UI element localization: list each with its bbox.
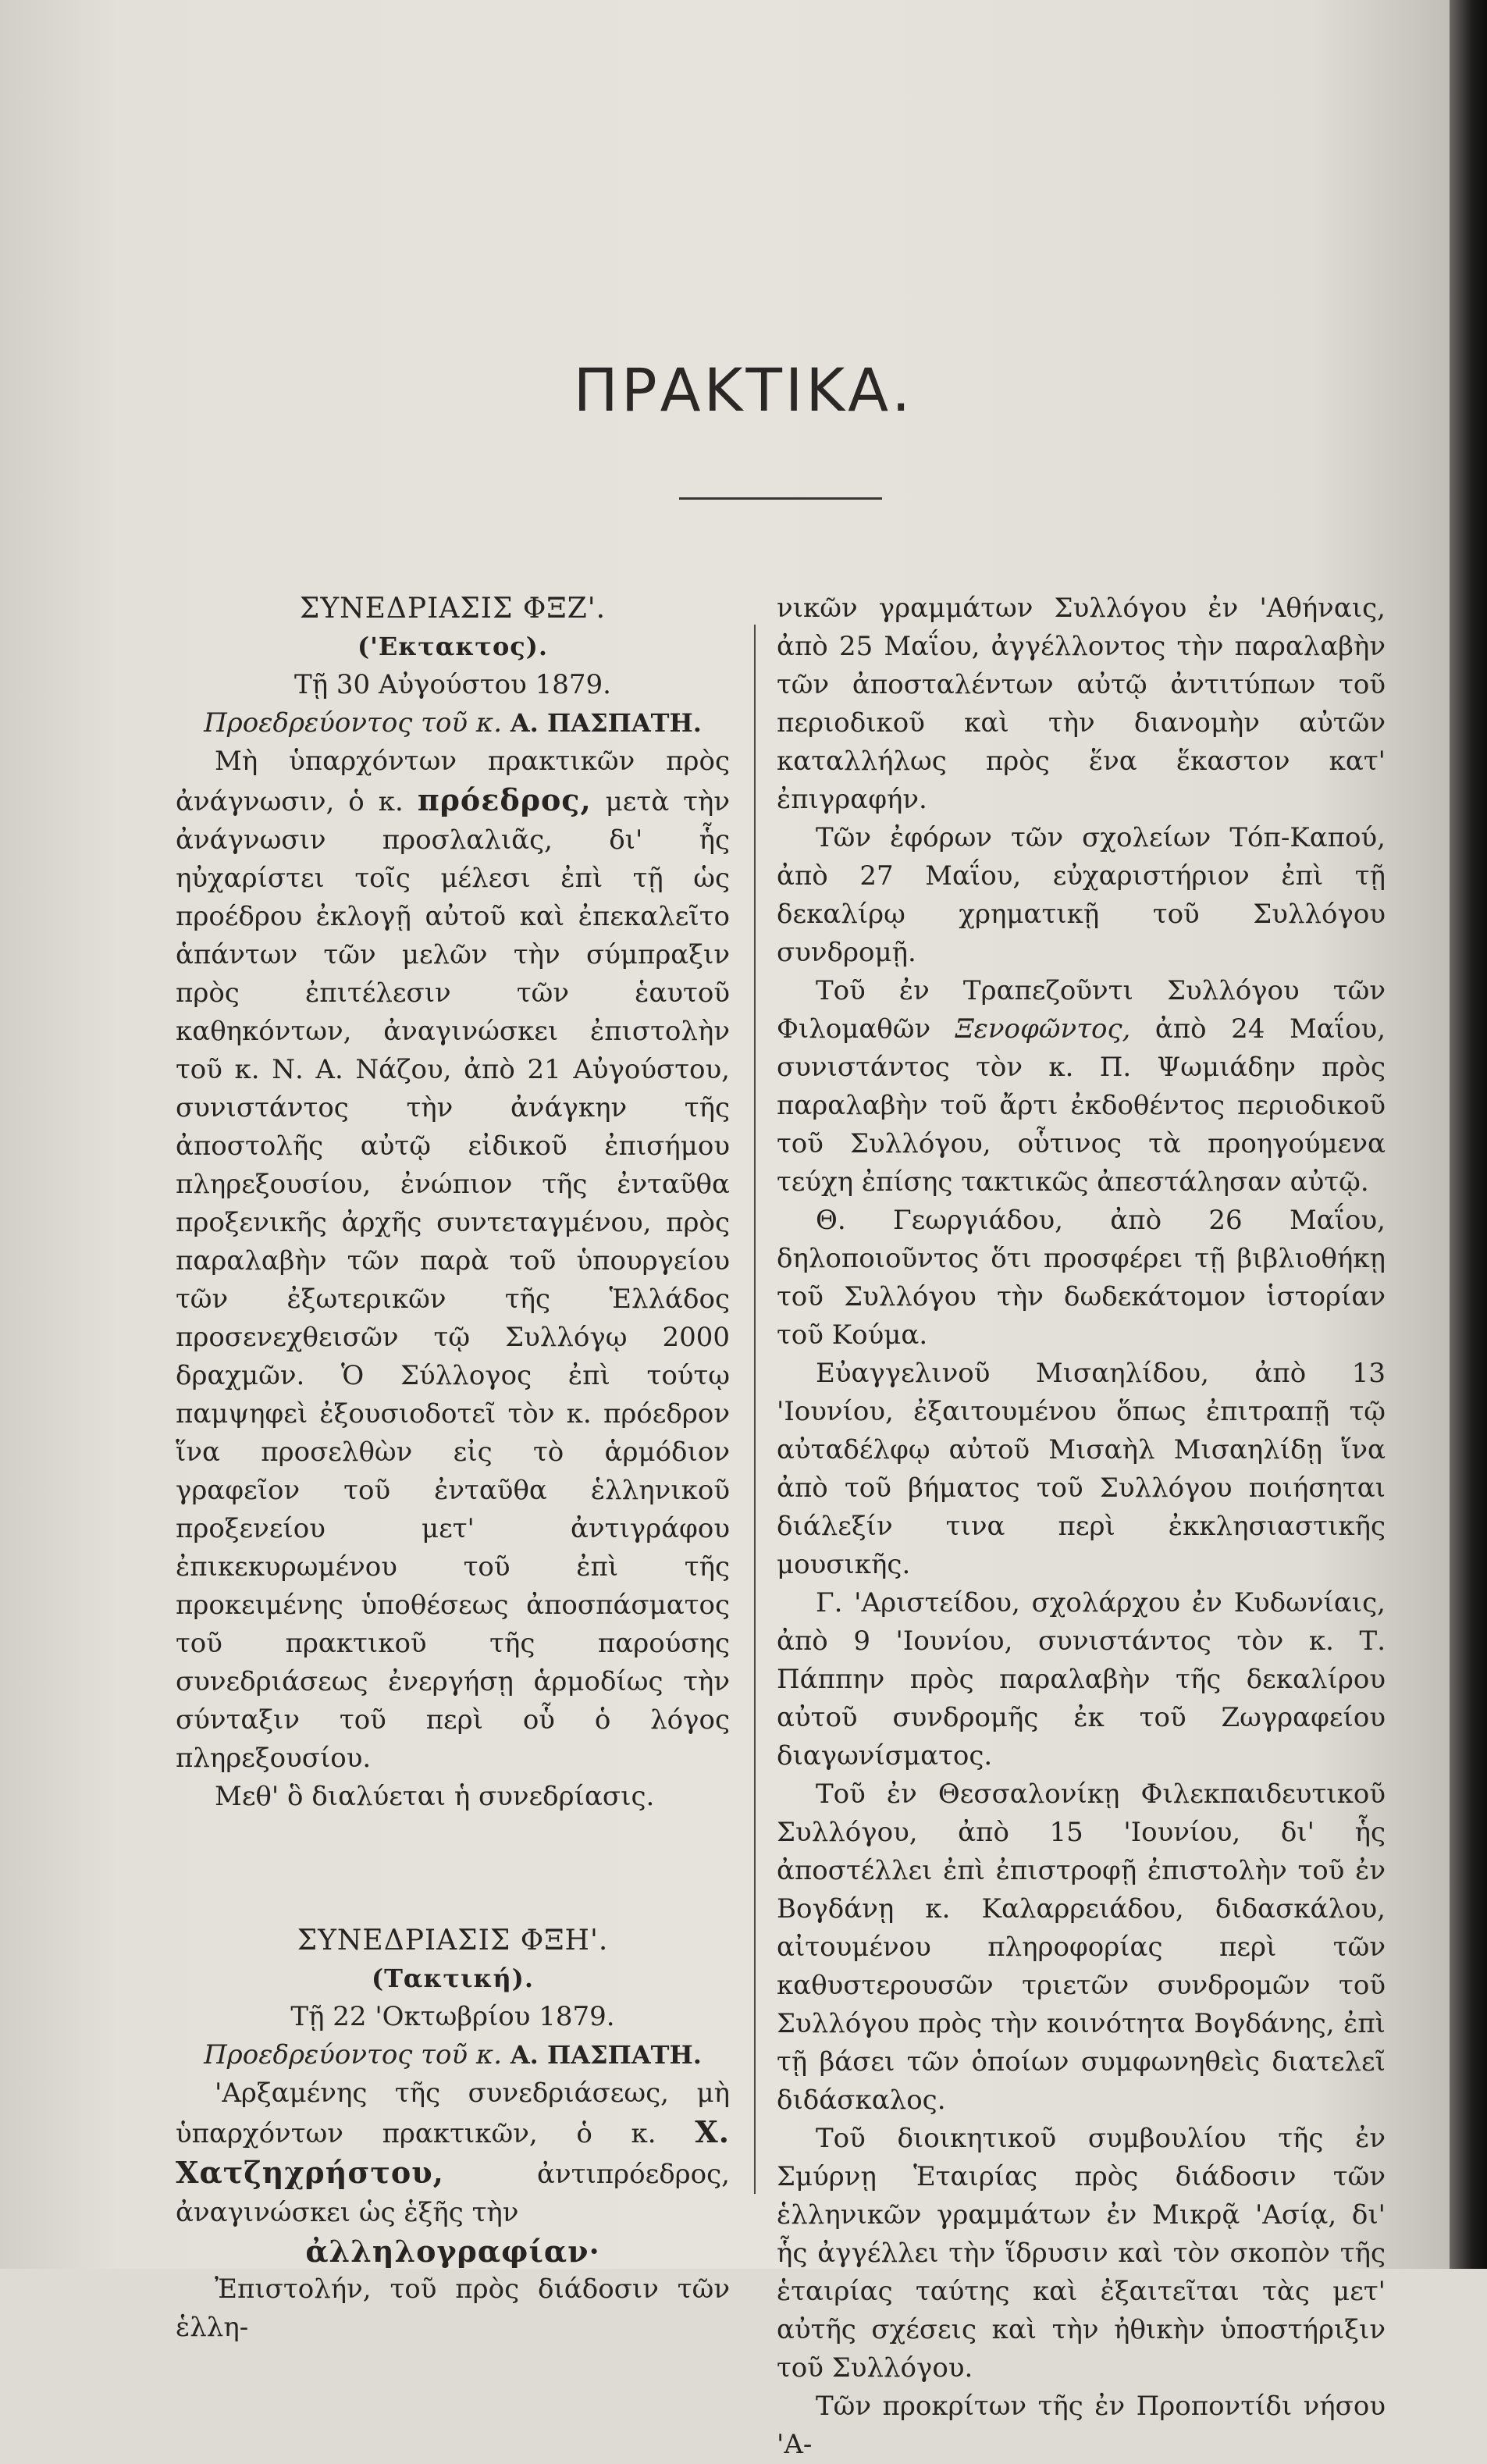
session1-presided [176,704,730,742]
session1-p1-a: Μὴ ὑπαρχόντων πρακτικῶν πρὸς ἀνάγνωσιν, ὁ κ. [176,746,730,817]
right-paragraph-1: Τῶν ἐφόρων τῶν σχολείων Τόπ-Καπού, ἀπὸ 27 Μαΐου, εὐχαριστήριον ἐπὶ τῇ δεκαλίρῳ χρηματικῇ τοῦ Συλλόγου συνδρομῇ. [777,822,1386,968]
session1-p1-bold: πρόεδρος, [417,782,592,817]
session1-presided-name: Α. ΠΑΣΠΑΤΗ. [510,708,702,738]
session2-paragraph-2: Ἐπιστολήν, τοῦ πρὸς διάδοσιν τῶν ἑλλη- [176,2274,730,2343]
right-p2-b: ἀπὸ 24 Μαΐου, συνιστάντος τὸν κ. Π. Ψωμιάδην πρὸς παραλαβὴν τοῦ ἄρτι ἐκδοθέντος περιοδικοῦ τοῦ Συλλόγου, οὗτινος τὰ προηγούμενα τεύχη ἐπίσης τακτικῶς ἀπεστάλησαν αὐτῷ. [777,1013,1386,1198]
right-paragraph-2 [777,972,1386,1202]
session2-p1-bold: Χ. Χατζηχρήστου, [176,2114,730,2190]
session1-kind: ('Εκτακτος). [357,632,549,661]
right-paragraph-5: Γ. 'Αριστείδου, σχολάρχου ἐν Κυδωνίαις, ἀπὸ 9 'Ιουνίου, συνιστάντος τὸν κ. Τ. Πάππην πρὸς παραλαβὴν τῆς δεκαλίρου αὐτοῦ συνδρομῆς ἐκ τοῦ Ζωγραφείου διαγωνίσματος. [777,1587,1386,1771]
right-paragraph-7: Τοῦ διοικητικοῦ συμβουλίου τῆς ἐν Σμύρνῃ Ἑταιρίας πρὸς διάδοσιν τῶν ἑλληνικῶν γραμμάτων ἐν Μικρᾷ 'Ασίᾳ, δι' ἧς ἀγγέλλει τὴν ἵδρυσιν καὶ τὸν σκοπὸν τῆς ἑταιρίας ταύτης καὶ ἐξαιτεῖται τὰς μετ' αὐτῆς σχέσεις καὶ τὴν ἠθικὴν ὑποστήριξιν τοῦ Συλλόγου. [777,2123,1386,2384]
right-p2-italic: Ξενοφῶντος, [955,1013,1131,1045]
right-paragraph-4: Εὐαγγελινοῦ Μισαηλίδου, ἀπὸ 13 'Ιουνίου, ἐξαιτουμένου ὅπως ἐπιτραπῇ τῷ αὐταδέλφῳ αὐτοῦ Μισαὴλ Μισαηλίδῃ ἵνα ἀπὸ τοῦ βήματος τοῦ Συλλόγου ποιήσηται διάλεξίν τινα περὶ ἐκκλησιαστικῆς μουσικῆς. [777,1358,1386,1580]
session2-presided-prefix: Προεδρεύοντος τοῦ κ. [204,2039,510,2071]
session1-title: ΣΥΝΕΔΡΙΑΣΙΣ ΦΞΖ'. [299,593,607,625]
session2-heading: ἀλληλογραφίαν· [305,2234,600,2269]
session2-title: ΣΥΝΕΔΡΙΑΣΙΣ ΦΞΗ'. [297,1925,609,1957]
right-paragraph-3: Θ. Γεωργιάδου, ἀπὸ 26 Μαΐου, δηλοποιοῦντος ὅτι προσφέρει τῇ βιβλιοθήκῃ τοῦ Συλλόγου τὴν δωδεκάτομον ἱστορίαν τοῦ Κούμα. [777,1205,1386,1351]
session1-date: Τῇ 30 Αὐγούστου 1879. [294,669,611,700]
session2-paragraph-1 [176,2074,730,2232]
session1-p1-b: μετὰ τὴν ἀνάγνωσιν προσλαλιᾶς, δι' ἧς ηὐχαρίστει τοῖς μέλεσι ἐπὶ τῇ ὡς προέδρου ἐκλογῇ αὐτοῦ καὶ ἐπεκαλεῖτο ἁπάντων τῶν μελῶν τὴν σύμπραξιν πρὸς ἐπιτέλεσιν τῶν ἑαυτοῦ καθηκόντων, ἀναγινώσκει ἐπιστολὴν τοῦ κ. Ν. Α. Νάζου, ἀπὸ 21 Αὐγούστου, συνιστάντος τὴν ἀνάγκην τῆς ἀποστολῆς αὐτῷ εἰδικοῦ ἐπισήμου πληρεξουσίου, ἐνώπιον τῆς ἐνταῦθα προξενικῆς ἀρχῆς συντεταγμένου, πρὸς παραλαβὴν τῶν παρὰ τοῦ ὑπουργείου τῶν ἐξωτερικῶν τῆς Ἑλλάδος προσενεχθεισῶν τῷ Συλλόγῳ 2000 δραχμῶν. Ὁ Σύλλογος ἐπὶ τούτῳ παμψηφεὶ ἐξουσιοδοτεῖ τὸν κ. πρόεδρον ἵνα προσελθὼν εἰς τὸ ἁρμόδιον γραφεῖον τοῦ ἐνταῦθα ἑλληνικοῦ προξενείου μετ' ἀντιγράφου ἐπικεκυρωμένου τοῦ ἐπὶ τῆς προκειμένης ὑποθέσεως ἀποσπάσματος τοῦ πρακτικοῦ τῆς παρούσης συνεδριάσεως ἐνεργήσῃ ἁρμοδίως τὴν σύνταξιν τοῦ περὶ οὗ ὁ λόγος πληρεξουσίου. [176,786,730,1774]
session2-presided [176,2036,730,2074]
session2-date: Τῇ 22 'Οκτωβρίου 1879. [290,2001,615,2032]
session1-presided-prefix: Προεδρεύοντος τοῦ κ. [204,707,510,739]
page-title: ΠΡΑΚΤΙΚΑ. [573,355,914,425]
session2-p1-a: 'Αρξαμένης τῆς συνεδριάσεως, μὴ ὑπαρχόντων πρακτικῶν, ὁ κ. [176,2078,730,2149]
session2-presided-name: Α. ΠΑΣΠΑΤΗ. [510,2040,702,2070]
right-column [777,589,1386,2464]
right-p2-a: Τοῦ ἐν Τραπεζοῦντι Συλλόγου τῶν Φιλομαθῶν [777,975,1386,1045]
left-column [176,589,730,2347]
session-gap [176,1816,730,1921]
scan-edge-shadow [1450,0,1487,2269]
right-paragraph-6: Τοῦ ἐν Θεσσαλονίκῃ Φιλεκπαιδευτικοῦ Συλλόγου, ἀπὸ 15 'Ιουνίου, δι' ἧς ἀποστέλλει ἐπὶ ἐπιστροφῇ ἐπιστολὴν τοῦ ἐν Βογδάνῃ κ. Καλαρρειάδου, διδασκάλου, αἰτουμένου πληροφορίας περὶ τῶν καθυστερουσῶν τριετῶν συνδρομῶν τοῦ Συλλόγου πρὸς τὴν κοινότητα Βογδάνης, ἐπὶ τῇ βάσει τῶν ὁποίων συμφωνηθεὶς διατελεῖ διδάσκαλος. [777,1779,1386,2116]
right-paragraph-0: νικῶν γραμμάτων Συλλόγου ἐν 'Αθήναις, ἀπὸ 25 Μαΐου, ἀγγέλλοντος τὴν παραλαβὴν τῶν ἀποσταλέντων αὐτῷ ἀντιτύπων τοῦ περιοδικοῦ καὶ τὴν διανομὴν αὐτῶν καταλλήλως πρὸς ἕνα ἕκαστον κατ' ἐπιγραφήν. [777,593,1386,815]
right-paragraph-8: Τῶν προκρίτων τῆς ἐν Προποντίδι νήσου 'Α- [777,2391,1386,2460]
session1-paragraph-2: Μεθ' ὃ διαλύεται ἡ συνεδρίασις. [215,1781,655,1812]
session1-paragraph-1 [176,742,730,1778]
session2-p1-b: ἀντιπρόεδρος, ἀναγινώσκει ὡς ἑξῆς τὴν [176,2159,730,2228]
column-divider [754,625,756,2194]
title-rule [679,497,882,500]
session2-kind: (Τακτική). [371,1964,535,1993]
